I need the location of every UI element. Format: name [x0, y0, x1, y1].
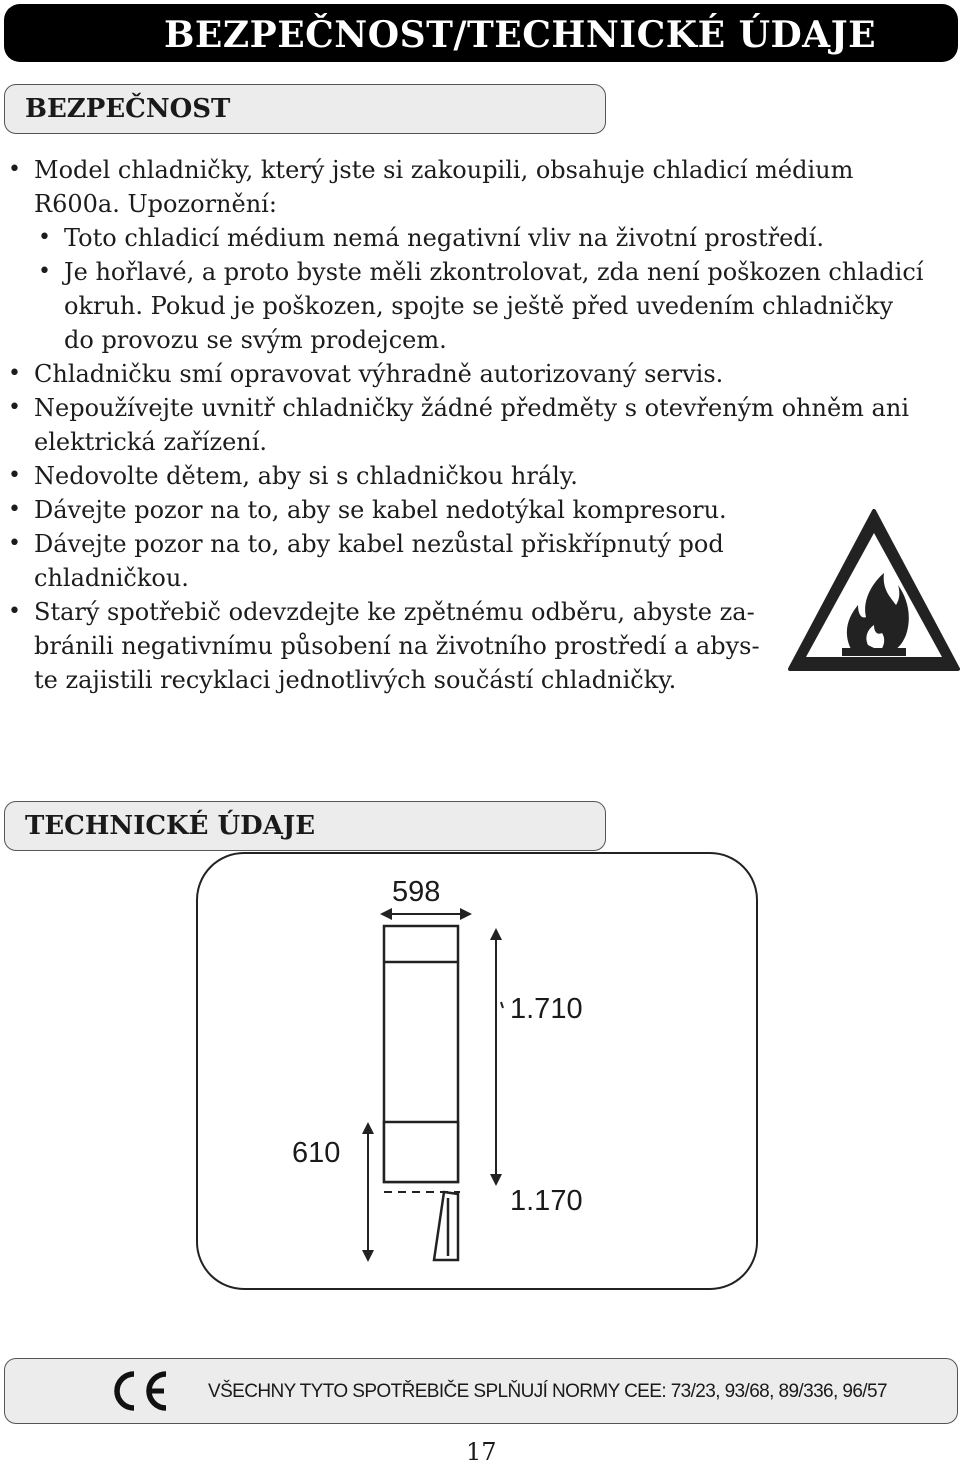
technical-heading-label: TECHNICKÉ ÚDAJE [25, 811, 316, 841]
list-item: • Nedovolte dětem, aby si s chladničkou hrály. [6, 459, 960, 493]
list-item: • Chladničku smí opravovat výhradně autorizovaný servis. [6, 357, 960, 391]
sub-list-item: • Je hořlavé, a proto byste měli zkontrolovat, zda není poškozen chladicí okruh. Pokud je poškozen, spojte se ještě před uvedením chladničky do provozu se svým prodejcem. [6, 255, 960, 357]
list-item: • Nepoužívejte uvnitř chladničky žádné předměty s otevřeným ohněm ani elektrická zařízení. [6, 391, 960, 459]
title-bar [4, 4, 958, 62]
section-heading-safety [4, 84, 606, 134]
depth-open-value: 1.170 [510, 1185, 583, 1217]
sub-list-item: • Toto chladicí médium nemá negativní vliv na životní prostředí. [6, 221, 960, 255]
page-number: 17 [466, 1438, 497, 1466]
open-door [434, 1192, 458, 1260]
width-arrow [380, 908, 472, 920]
list-item: • Dávejte pozor na to, aby se kabel nedotýkal kompresoru. [6, 493, 960, 527]
depth-arrow [362, 1122, 374, 1262]
depth-value: 610 [292, 1137, 341, 1169]
list-item: • Dávejte pozor na to, aby kabel nezůstal přiskřípnutý pod chladničkou. [6, 527, 960, 595]
flammable-warning-icon [786, 505, 960, 675]
page-title: BEZPEČNOST/TECHNICKÉ ÚDAJE [164, 14, 877, 56]
list-item: • Starý spotřebič odevzdejte ke zpětnému odběru, abyste za- bránili negativnímu působení na životního prostředí a abys- te zajistili recyklaci jednotlivých součástí chladničky. [6, 595, 960, 697]
safety-heading-label: BEZPEČNOST [25, 94, 231, 124]
dimensions-diagram [196, 852, 758, 1290]
section-heading-technical [4, 801, 606, 851]
height-value: 1.710 [510, 993, 583, 1025]
list-item: • Model chladničky, který jste si zakoupili, obsahuje chladicí médium R600a. Upozornění: [6, 153, 960, 221]
width-value: 598 [392, 876, 441, 908]
ce-mark-icon [108, 1368, 170, 1414]
norms-text: VŠECHNY TYTO SPOTŘEBIČE SPLŇUJÍ NORMY CEE: 73/23, 93/68, 89/336, 96/57 [208, 1381, 887, 1402]
height-arrow [490, 928, 503, 1186]
fridge-side-view [384, 1122, 458, 1182]
